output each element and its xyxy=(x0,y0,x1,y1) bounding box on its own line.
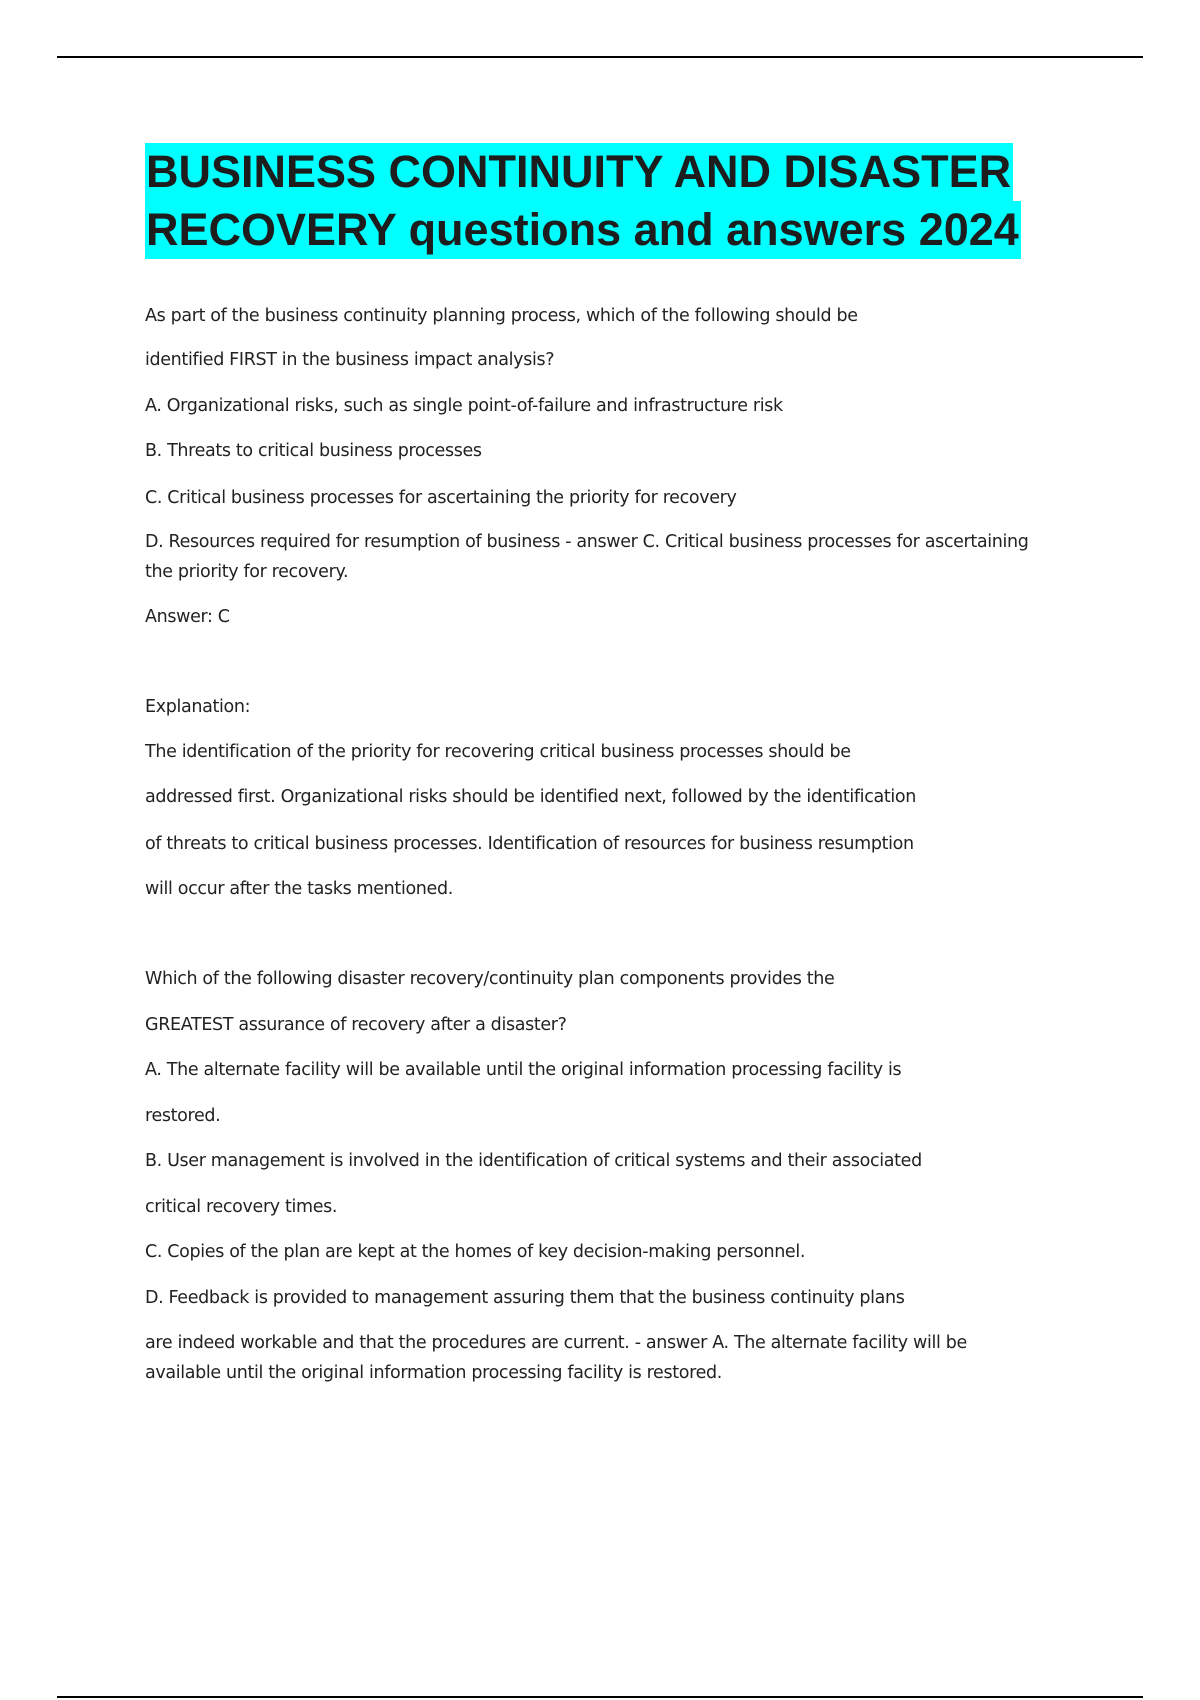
q1-option-a: A. Organizational risks, such as single point-of-failure and infrastructure risk xyxy=(145,396,783,416)
q1-stem-line-2: identified FIRST in the business impact analysis? xyxy=(145,350,555,370)
q2-option-d-line-1: D. Feedback is provided to management assuring them that the business continuity plans xyxy=(145,1288,905,1308)
q1-explanation-line-4: will occur after the tasks mentioned. xyxy=(145,879,453,899)
q1-stem-line-1: As part of the business continuity planning process, which of the following should be xyxy=(145,306,858,326)
title-line-2: RECOVERY questions and answers 2024 xyxy=(145,201,1021,259)
q2-option-c: C. Copies of the plan are kept at the homes of key decision-making personnel. xyxy=(145,1242,806,1262)
q1-option-d-line-2: the priority for recovery. xyxy=(145,562,349,582)
q2-option-a-line-2: restored. xyxy=(145,1106,221,1126)
q2-stem-line-1: Which of the following disaster recovery/continuity plan components provides the xyxy=(145,969,835,989)
q1-explanation-line-2: addressed first. Organizational risks should be identified next, followed by the identification xyxy=(145,787,916,807)
q1-option-d-line-1: D. Resources required for resumption of business - answer C. Critical business processes for ascertaining xyxy=(145,532,1029,552)
q2-option-a-line-1: A. The alternate facility will be available until the original information processing facility is xyxy=(145,1060,902,1080)
q2-option-d-line-2: are indeed workable and that the procedures are current. - answer A. The alternate facility will be xyxy=(145,1333,967,1353)
q1-option-b: B. Threats to critical business processes xyxy=(145,441,482,461)
q1-explanation-label: Explanation: xyxy=(145,697,251,717)
q1-explanation-line-1: The identification of the priority for recovering critical business processes should be xyxy=(145,742,851,762)
q1-option-c: C. Critical business processes for ascertaining the priority for recovery xyxy=(145,488,737,508)
document-title xyxy=(145,143,1085,259)
bottom-divider xyxy=(57,1696,1143,1698)
q1-explanation-line-3: of threats to critical business processes. Identification of resources for business resumption xyxy=(145,834,914,854)
q2-option-b-line-2: critical recovery times. xyxy=(145,1197,338,1217)
q2-stem-line-2: GREATEST assurance of recovery after a disaster? xyxy=(145,1015,567,1035)
title-line-1: BUSINESS CONTINUITY AND DISASTER xyxy=(145,143,1013,201)
q2-option-d-line-3: available until the original information processing facility is restored. xyxy=(145,1363,722,1383)
q2-option-b-line-1: B. User management is involved in the identification of critical systems and their associated xyxy=(145,1151,922,1171)
q1-answer: Answer: C xyxy=(145,607,230,627)
top-divider xyxy=(57,56,1143,58)
